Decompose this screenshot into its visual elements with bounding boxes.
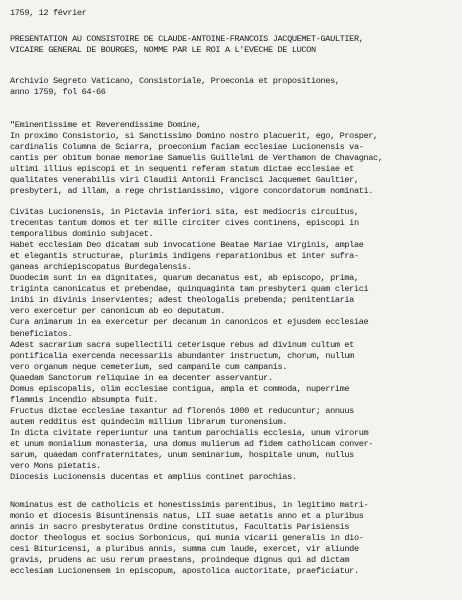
text-line: et elegantis structurae, plurimis indigens reparationibus et inter sufra- [10,251,359,262]
text-line: Fructus dictae ecclesiae taxantur ad florenós 1000 et reducuntur; annuus [10,405,354,416]
text-line: ganeas archiepiscopatus Burdegalensis. [10,262,192,273]
text-line: inibi in divinis inservientes; adest theologalis prebenda; penitentiaria [10,295,354,306]
text-line: trecentas tantum domos et ter mille circiter cives continens, episcopi in [10,218,359,229]
text-line: cardinalis Columna de Sciarra, proeconium faciam ecclesiae Lucionensis va- [10,142,364,153]
text-line: Quaedam Sanctorum reliquiae in ea decenter asservantur. [10,372,273,383]
text-line: triginta canonicatus et prebendae, quinquaginta tam presbyteri quam clerici [10,284,369,295]
text-line: monio et diocesis Bisuntinensis natus, LII suae aetatis anno et a pluribus [10,511,364,522]
text-line: Diocesis Lucionensis ducentas et amplius continet parochias. [10,472,297,483]
text-line: doctor theologus et socius Sorbonicus, qui munia vicarii generalis in dio- [10,533,364,544]
text-line: Adest sacrarium sacra supellectili ceterisque rebus ad divinum cultum et [10,339,354,350]
text-line: Habet ecclesiam Deo dicatam sub invocatione Beatae Mariae Virginis, amplae [10,240,364,251]
source-line: anno 1759, fol 64-66 [10,87,106,98]
text-line: In dicta civitate reperiuntur una tantum parochialis ecclesia, unum virorum [10,427,369,438]
text-line: "Eminentissime et Reverendissime Domine, [10,120,202,130]
text-line: cantis per obitum bonae memoriae Samuelis Guillelmi de Verthamon de Chavagnac, [10,153,383,164]
text-line: temporalibus dominio subjacet. [10,229,154,240]
archive-source [10,76,458,98]
text-line: ecclesiam Lucionensem in episcopum, apostolica auctoritate, praeficiatur. [10,566,359,577]
heading-line: PRESENTATION AU CONSISTOIRE DE CLAUDE-ANTOINE-FRANCOIS JACQUEMET-GAULTIER, [10,34,364,44]
text-line: beneficiatos. [10,328,73,339]
text-line: et unum monialium monasteria, una domus mulierum ad fidem catholicam conver- [10,438,374,449]
paragraph-salutation [10,120,458,197]
text-line: Cura animarum in ea exercetur per decanum in canonicos et ejusdem ecclesiae [10,317,369,328]
document-date-block [10,8,458,19]
text-line: autem redditus est quindecim millium librarum turonensium. [10,416,288,427]
text-line: flammis incendio absumpta fuit. [10,394,159,405]
text-line: Duodecim sunt in ea dignitates, quarum decanatus est, ab episcopo, prima, [10,273,359,284]
text-line: ultimi illius episcopi et in sequenti referam statum dictae ecclesiae et [10,164,354,175]
text-line: vero organum neque cemeterium, sed campanile cum campanis. [10,361,288,372]
document-date: 1759, 12 février [10,8,87,18]
text-line: In proximo Consistorio, si Sanctissimo Domino nostro placuerit, ego, Prosper, [10,131,378,142]
source-line: Archivio Segreto Vaticano, Consistoriale, Proeconia et propositiones, [10,76,340,86]
text-line: vero exercetur per canonicum ab eo deputatum. [10,306,225,317]
text-line: presbyteri, ad illam, a rege christianissimo, vigore concordatorum nominati. [10,186,374,197]
text-line: pontificalia exercenda necessariis abundanter instructum, chorum, nullum [10,350,354,361]
paragraph-nominee-qualities [10,500,458,577]
text-line: annis in sacro presbyteratus Ordine constitutus, Facultatis Parisiensis [10,522,350,533]
heading-line: VICAIRE GENERAL DE BOURGES, NOMME PAR LE ROI A L'EVECHE DE LUCON [10,45,316,56]
text-line: vero Mons pietatis. [10,461,101,472]
text-line: qualitates venerabilis viri Claudii Antonii Francisci Jacquemet Gaultier, [10,175,359,186]
text-line: Domus episcopalis, olim ecclesiae contigua, ampla et commoda, nuperrime [10,383,350,394]
text-line: Civitas Lucionensis, in Pictavia inferiori sita, est mediocris circuitus, [10,207,359,217]
paragraph-diocese-description [10,207,458,483]
text-line: sarum, quaedam confraternitates, unum seminarium, hospitale unum, nullus [10,450,354,461]
text-line: gravis, prudens ac usu rerum praestans, proindeque dignus qui ad dictam [10,555,350,566]
text-line: Nominatus est de catholicis et honestissimis parentibus, in legitimo matri- [10,500,369,510]
document-heading [10,34,458,56]
text-line: cesi Bituricensi, a pluribus annis, summa cum laude, exercet, vir aliunde [10,544,359,555]
